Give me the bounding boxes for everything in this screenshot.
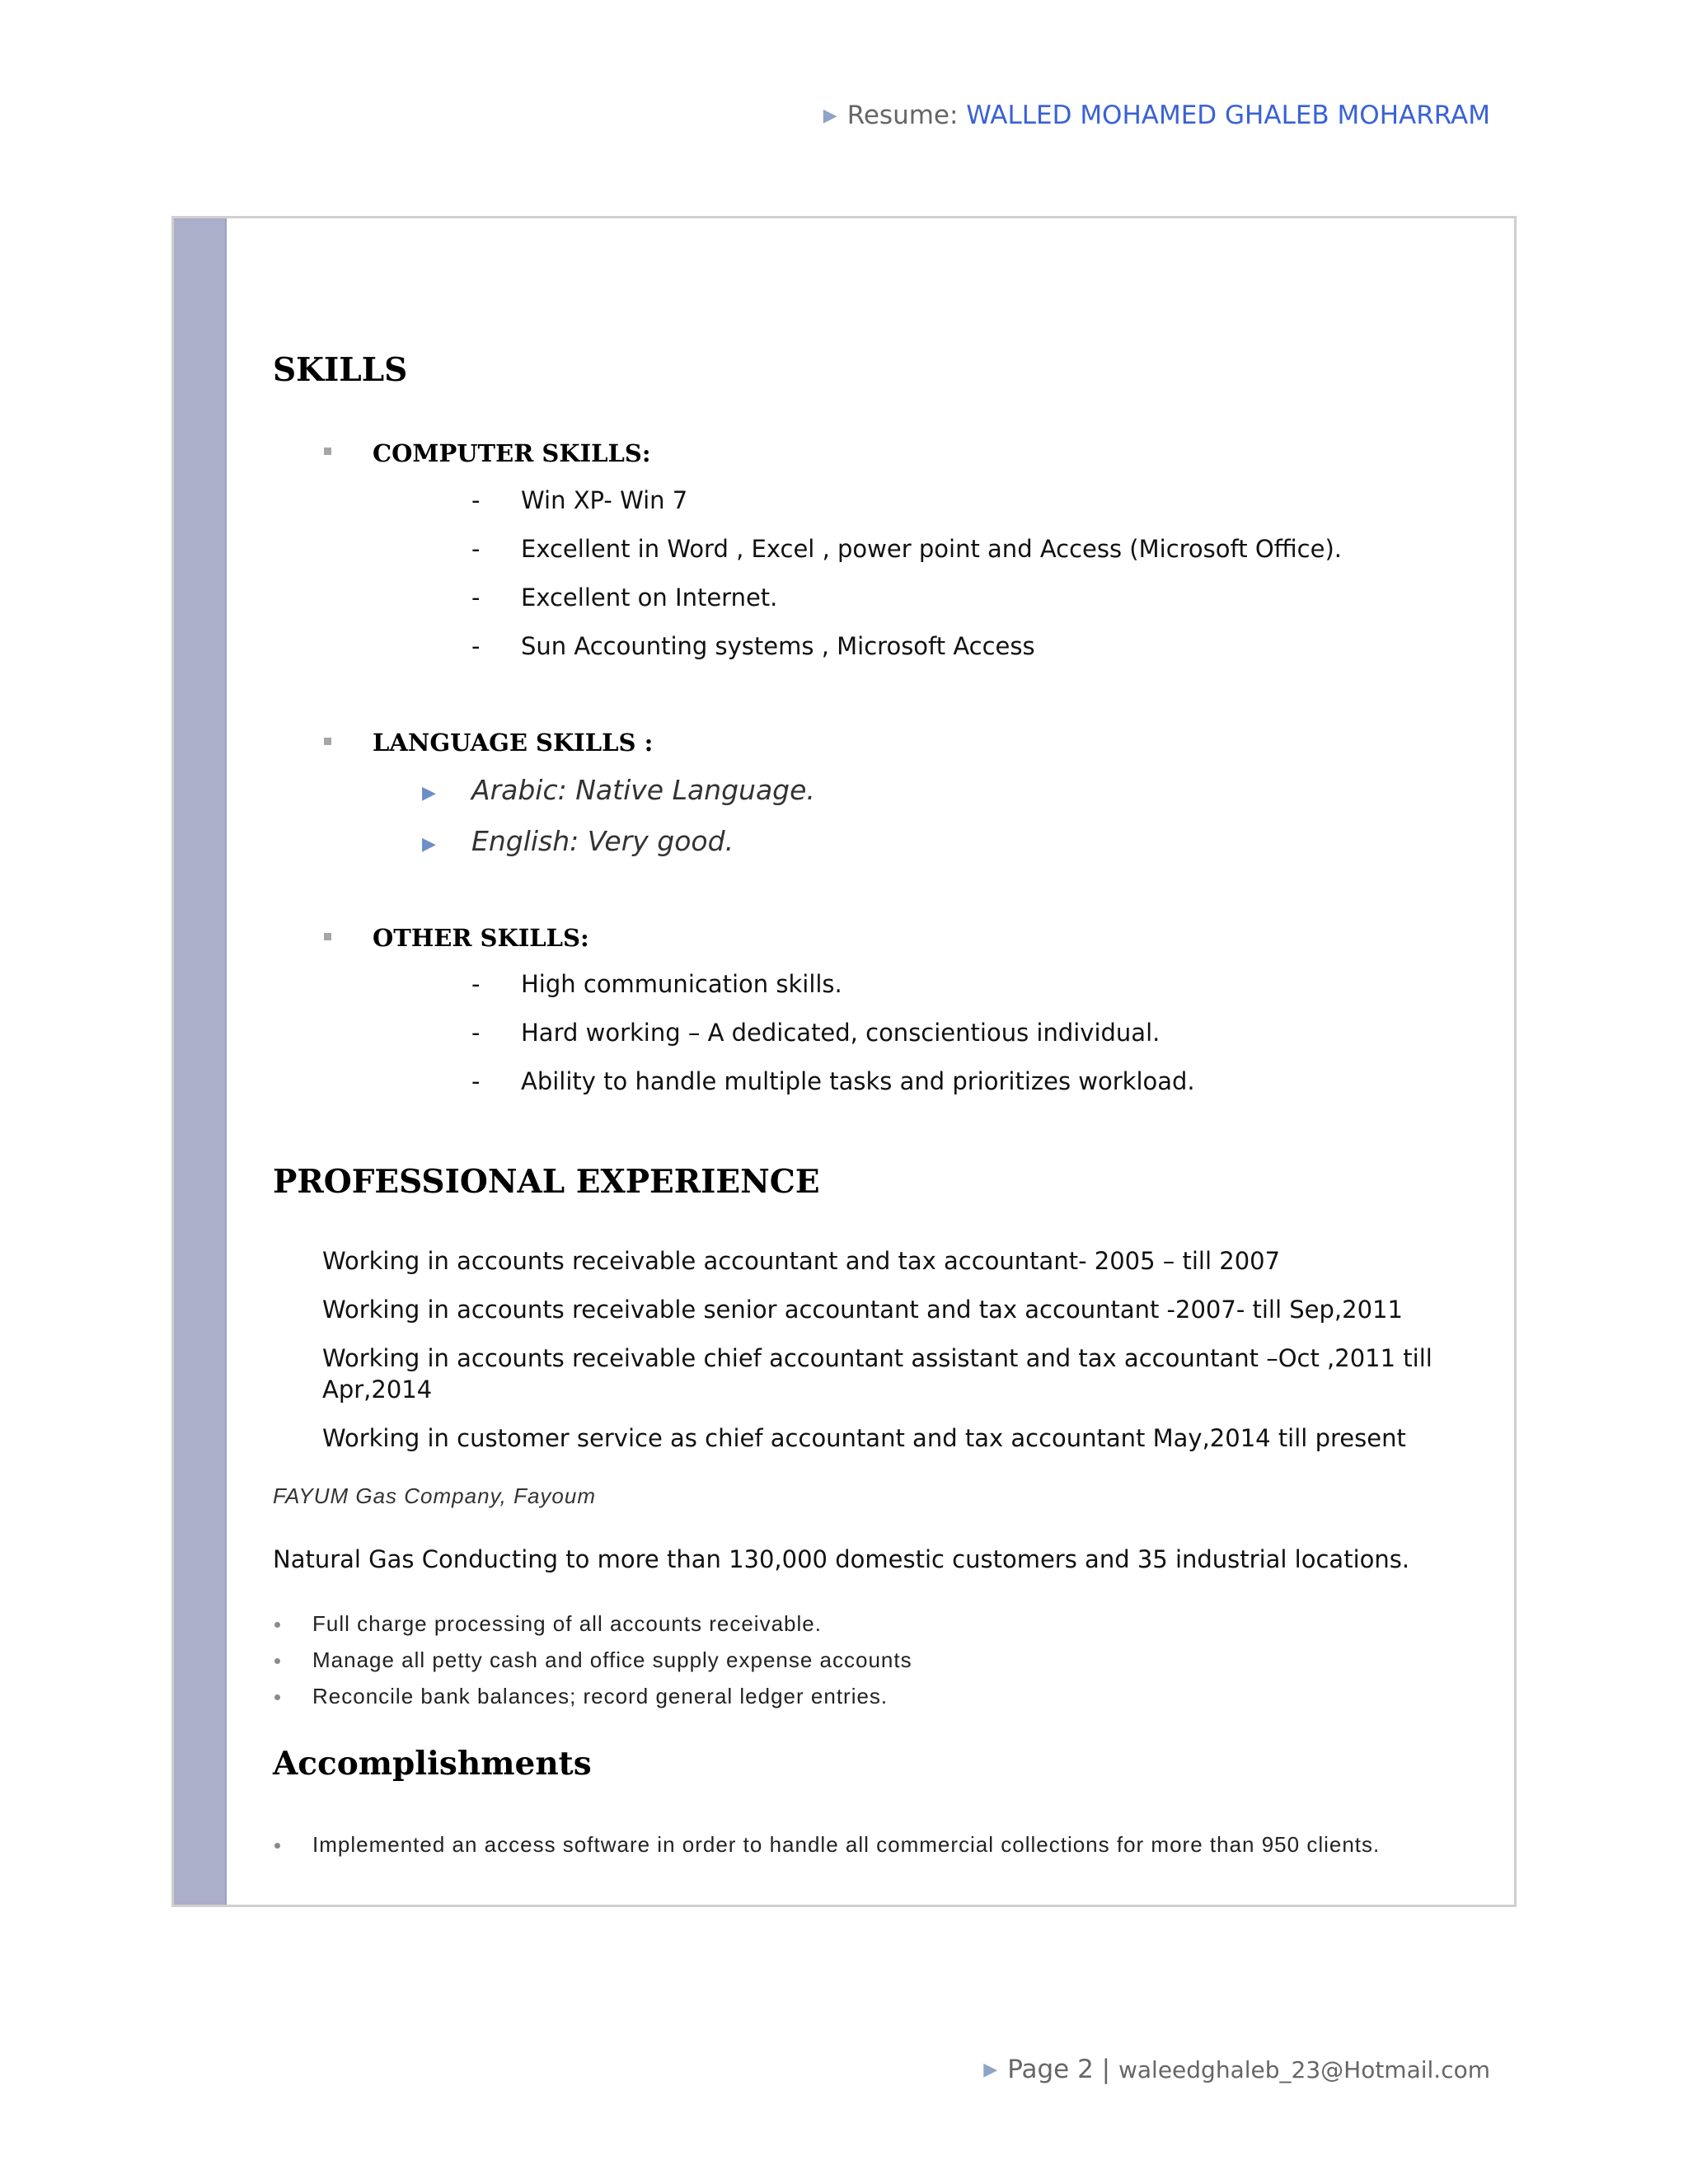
experience-line: Working in customer service as chief accountant and tax accountant May,2014 till present [322,1424,1406,1452]
dash-bullet: - [471,486,481,514]
header-name: WALLED MOHAMED GHALEB MOHARRAM [966,101,1490,130]
language-skill-item: English: Very good. [471,825,734,857]
dash-bullet: - [471,632,481,660]
dot-bullet-icon [274,1658,280,1664]
other-skill-item: High communication skills. [521,970,842,998]
accomplishment-item: Implemented an access software in order to handle all commercial collections for more than 950 clients. [312,1832,1381,1857]
footer-separator: | [1101,2055,1111,2084]
language-skill-item: Arabic: Native Language. [471,774,815,806]
company-name: FAYUM Gas Company, Fayoum [273,1483,596,1508]
page-header [823,101,1490,130]
triangle-bullet-icon: ▶ [983,2060,998,2080]
footer-email: waleedghaleb_23@Hotmail.com [1118,2056,1490,2083]
experience-line: Apr,2014 [322,1376,433,1404]
computer-skill-item: Sun Accounting systems , Microsoft Access [521,632,1035,660]
dot-bullet-icon [274,1843,280,1849]
dot-bullet-icon [274,1622,280,1628]
experience-line: Working in accounts receivable senior accountant and tax accountant -2007- till Sep,2011 [322,1296,1403,1324]
computer-skill-item: Win XP- Win 7 [521,486,688,514]
page-footer [983,2055,1490,2084]
page-number: Page 2 [1007,2055,1094,2084]
computer-skill-item: Excellent in Word , Excel , power point and Access (Microsoft Office). [521,535,1342,563]
other-skill-item: Hard working – A dedicated, conscientious individual. [521,1019,1160,1047]
dash-bullet: - [471,535,481,563]
square-bullet-icon [324,448,331,455]
experience-line: Working in accounts receivable accountant and tax accountant- 2005 – till 2007 [322,1247,1281,1275]
triangle-bullet-icon: ▶ [823,105,837,126]
other-skills-heading: OTHER SKILLS: [373,924,589,952]
duty-item: Full charge processing of all accounts receivable. [312,1611,822,1636]
experience-title: PROFESSIONAL EXPERIENCE [273,1163,820,1201]
other-skill-item: Ability to handle multiple tasks and prioritizes workload. [521,1067,1195,1095]
experience-line: Working in accounts receivable chief accountant assistant and tax accountant –Oct ,2011 till [322,1344,1432,1372]
accomplishments-title: Accomplishments [273,1745,592,1783]
skills-title: SKILLS [273,351,408,389]
triangle-bullet-icon: ▶ [422,782,436,803]
company-description: Natural Gas Conducting to more than 130,000 domestic customers and 35 industrial locations. [273,1545,1410,1573]
computer-skills-heading: COMPUTER SKILLS: [373,439,651,467]
dash-bullet: - [471,970,481,998]
duty-item: Reconcile bank balances; record general ledger entries. [312,1684,889,1708]
computer-skill-item: Excellent on Internet. [521,583,778,612]
square-bullet-icon [324,738,331,745]
dash-bullet: - [471,583,481,612]
language-skills-heading: LANGUAGE SKILLS : [373,729,654,757]
side-stripe [174,218,227,1905]
triangle-bullet-icon: ▶ [422,833,436,854]
duty-item: Manage all petty cash and office supply expense accounts [312,1647,912,1672]
header-prefix: Resume: [846,101,959,130]
dash-bullet: - [471,1019,481,1047]
square-bullet-icon [324,933,331,940]
dot-bullet-icon [274,1694,280,1700]
dash-bullet: - [471,1067,481,1095]
